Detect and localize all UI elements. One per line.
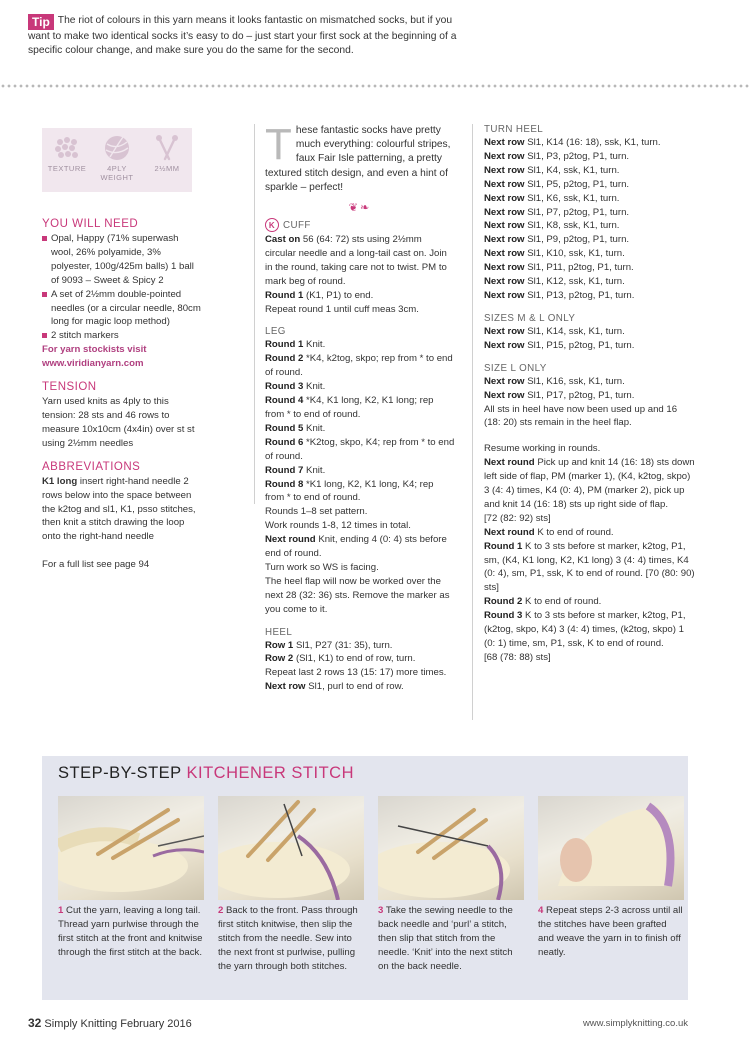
row-label: Round 7	[265, 464, 304, 476]
sizes-m-l-heading: SIZES M & L ONLY	[484, 312, 576, 324]
sizes-m-l-instructions	[484, 325, 696, 353]
pattern-column-3	[484, 124, 696, 665]
materials-item: 2 stitch markers	[42, 329, 202, 343]
row-text: Repeat round 1 until cuff meas 3cm.	[265, 303, 419, 315]
row-label: Next row	[484, 206, 525, 218]
step-photo	[378, 796, 524, 900]
row-text: (K1, P1) to end.	[306, 289, 374, 301]
instruction-row	[265, 478, 455, 506]
step-photo	[538, 796, 684, 900]
instruction-row	[265, 303, 455, 317]
instruction-row	[265, 338, 455, 352]
row-text: Sl1, P27 (31: 35), turn.	[295, 639, 393, 651]
knit-badge-icon: K	[265, 218, 279, 232]
row-text: Turn work so WS is facing.	[265, 561, 379, 573]
row-label: Round 1	[265, 289, 304, 301]
row-text: Sl1, K12, ssk, K1, turn.	[527, 276, 625, 288]
pattern-column-2	[265, 120, 455, 694]
texture-label: TEXTURE	[47, 164, 87, 173]
row-label: Next row	[484, 248, 525, 260]
stockists-link[interactable]: www.viridianyarn.com	[42, 358, 144, 370]
intro-paragraph	[265, 120, 455, 195]
row-text: Sl1, K4, ssk, K1, turn.	[527, 164, 620, 176]
instruction-row	[265, 422, 455, 436]
row-label: Next row	[484, 389, 525, 401]
step-text: Cut the yarn, leaving a long tail. Thread yarn purlwise through the first stitch at the front and knitwise through the first stitch at the back.	[58, 905, 203, 958]
instruction-row	[484, 595, 696, 609]
row-text: 56 (64: 72) sts using 2½mm circular needle and a long-tail cast on. Join in the round, taking care not to twist. PM to mark beg of round.	[265, 234, 447, 287]
row-text: Sl1, P9, p2tog, P1, turn.	[527, 234, 630, 246]
tip-badge: Tip	[28, 14, 54, 30]
row-text: Knit, ending 4 (0: 4) sts before end of round.	[265, 534, 447, 560]
row-label: Round 1	[484, 540, 523, 552]
instruction-row	[484, 403, 696, 431]
row-text: Sl1, purl to end of row.	[308, 681, 404, 693]
leg-instructions	[265, 338, 455, 616]
row-text: Knit.	[306, 381, 326, 393]
instruction-row	[484, 136, 696, 150]
instruction-row	[265, 289, 455, 303]
row-label: Round 2	[484, 596, 523, 608]
instruction-row	[265, 436, 455, 464]
row-label: Round 3	[265, 381, 304, 393]
instruction-row	[265, 352, 455, 380]
row-label: Round 2	[265, 353, 304, 365]
abbreviation-definition: insert right-hand needle 2 rows below into the space between the k2tog and sl1, K1, psso stitches, then knit a stitch drawing the loop onto the right-hand needle	[42, 475, 196, 543]
row-text: Sl1, P7, p2tog, P1, turn.	[527, 206, 630, 218]
texture-icon-cell	[43, 134, 91, 173]
step-caption	[538, 904, 684, 960]
step-number: 3	[378, 905, 384, 916]
row-text: *K4, k2tog, skpo; rep from * to end of round.	[265, 353, 453, 379]
step-card	[378, 796, 524, 974]
instruction-row	[265, 505, 455, 519]
abbreviation-term: K1 long	[42, 475, 78, 487]
step-by-step-panel	[42, 756, 688, 1000]
step-number: 4	[538, 905, 544, 916]
intro-text: hese fantastic socks have pretty much everything: colourful stripes, faux Fair Isle patterning, a pretty textured stitch design, and even a hint of sparkle – perfect!	[265, 125, 451, 193]
row-text: Sl1, P17, p2tog, P1, turn.	[527, 389, 635, 401]
row-label: Next row	[484, 178, 525, 190]
instruction-row	[484, 164, 696, 178]
instruction-row	[484, 512, 696, 526]
dotted-divider	[0, 84, 750, 88]
instruction-row	[484, 289, 696, 303]
size-l-instructions	[484, 375, 696, 431]
instruction-row	[484, 389, 696, 403]
heel-heading: HEEL	[265, 626, 293, 638]
page-number: 32	[28, 1016, 42, 1030]
tip-box	[28, 14, 468, 57]
row-text: The heel flap will now be worked over the next 28 (32: 36) sts. Remove the marker as you come to it.	[265, 575, 450, 615]
instruction-row	[265, 639, 455, 653]
weight-icon-cell	[93, 134, 141, 182]
instruction-row	[484, 219, 696, 233]
instruction-row	[484, 651, 696, 665]
step-text: Take the sewing needle to the back needle and ‘purl’ a stitch, then slip that stitch from the needle. ‘Knit’ into the next stitch on the back needle.	[378, 905, 513, 972]
row-text: Sl1, P13, p2tog, P1, turn.	[527, 289, 635, 301]
tension-heading: TENSION	[42, 381, 97, 394]
row-label: Next row	[484, 192, 525, 204]
row-label: Next row	[484, 375, 525, 387]
step-photo	[58, 796, 204, 900]
row-text: Knit.	[306, 422, 326, 434]
instruction-row	[265, 652, 455, 666]
row-text: Sl1, K6, ssk, K1, turn.	[527, 192, 620, 204]
footer-publication	[28, 1016, 192, 1030]
weight-label: 4PLY WEIGHT	[100, 164, 134, 182]
row-label: Round 1	[265, 339, 304, 351]
column-divider	[254, 124, 255, 504]
instruction-row	[265, 533, 455, 561]
step-number: 1	[58, 905, 64, 916]
row-text: Rounds 1–8 set pattern.	[265, 506, 368, 518]
step-photo	[218, 796, 364, 900]
row-text: K to 3 sts before st marker, k2tog, P1, sm, (K4, K1 long, K2, K1 long) 3 (4: 4) times, K4 (0: 4), sm, P1, ssk, K to end of round. [70 (80: 90) sts]	[484, 540, 695, 594]
row-label: Round 5	[265, 422, 304, 434]
instruction-row	[484, 261, 696, 275]
instruction-row	[265, 666, 455, 680]
step-card	[218, 796, 364, 974]
cuff-heading-label: CUFF	[283, 219, 311, 231]
yarn-ball-icon	[103, 134, 131, 162]
instruction-row	[265, 233, 455, 289]
row-text: Repeat last 2 rows 13 (15: 17) more times.	[265, 667, 447, 679]
ornament-icon: ❦❧	[348, 202, 372, 215]
leg-heading: LEG	[265, 326, 286, 338]
row-text: K to 3 sts before st marker, k2tog, P1, (k2tog, skpo, K4) 3 (4: 4) times, (k2tog, skpo) 1 (0: 1) time, sm, P1, ssk, K to end of round.	[484, 610, 686, 649]
row-text: (Sl1, K1) to end of row, turn.	[295, 653, 416, 665]
row-text: Sl1, K10, ssk, K1, turn.	[527, 248, 625, 260]
abbreviations-heading: ABBREVIATIONS	[42, 460, 141, 473]
heel-instructions	[265, 639, 455, 695]
step-card	[538, 796, 684, 960]
row-label: Next row	[484, 234, 525, 246]
row-text: Sl1, K8, ssk, K1, turn.	[527, 220, 620, 232]
step-caption	[378, 904, 524, 974]
row-label: Round 4	[265, 395, 304, 407]
needle-size-label: 2½MM	[154, 164, 180, 173]
you-will-need-heading: YOU WILL NEED	[42, 218, 139, 230]
instruction-row	[484, 540, 696, 596]
step-number: 2	[218, 905, 224, 916]
row-label: Next round	[265, 534, 316, 546]
publication-name: Simply Knitting February 2016	[44, 1018, 192, 1030]
abbreviation-entry	[42, 475, 202, 545]
row-text: All sts in heel have now been used up and 16 (18: 20) sts remain in the heel flap.	[484, 403, 678, 429]
icon-panel	[42, 128, 192, 192]
row-text: Sl1, P15, p2tog, P1, turn.	[527, 339, 635, 351]
title-highlight: KITCHENER STITCH	[186, 764, 354, 782]
step-text: Repeat steps 2-3 across until all the stitches have been grafted and weave the yarn in to finish off neatly.	[538, 905, 683, 958]
row-text: Sl1, K16, ssk, K1, turn.	[527, 375, 625, 387]
step-by-step-title	[58, 764, 354, 783]
instruction-row	[484, 247, 696, 261]
instruction-row	[265, 464, 455, 478]
row-label: Round 3	[484, 610, 523, 622]
row-text: Sl1, K14, ssk, K1, turn.	[527, 325, 625, 337]
title-prefix: STEP-BY-STEP	[58, 764, 182, 782]
texture-icon	[53, 134, 81, 162]
instruction-row	[265, 394, 455, 422]
instruction-row	[484, 339, 696, 353]
tip-text: The riot of colours in this yarn means it looks fantastic on mismatched socks, but if you want to make two identical socks it’s easy to do – just start your first sock at the beginning of a specific colour change, and make sure you do the same for the second.	[28, 15, 457, 56]
row-text: [72 (82: 92) sts]	[484, 512, 551, 524]
tension-text: Yarn used knits as 4ply to this tension: 28 sts and 46 rows to measure 10x10cm (4x4in) over st st using 2½mm needles	[42, 396, 195, 449]
instruction-row	[265, 680, 455, 694]
instruction-row	[265, 380, 455, 394]
row-text: Knit.	[306, 464, 326, 476]
instruction-row	[484, 233, 696, 247]
row-label: Round 6	[265, 436, 304, 448]
row-label: Next row	[484, 262, 525, 274]
row-text: Sl1, K14 (16: 18), ssk, K1, turn.	[527, 137, 661, 148]
instruction-row	[265, 575, 455, 617]
row-text: Sl1, P3, p2tog, P1, turn.	[527, 150, 630, 162]
needles-icon-cell	[143, 134, 191, 173]
instruction-row	[484, 325, 696, 339]
row-label: Next row	[484, 289, 525, 301]
row-text: Sl1, P5, p2tog, P1, turn.	[527, 178, 630, 190]
row-label: Next round	[484, 457, 535, 469]
row-label: Next row	[484, 339, 525, 351]
row-text: [68 (78: 88) sts]	[484, 651, 551, 663]
resume-intro: Resume working in rounds.	[484, 443, 601, 455]
instruction-row	[484, 275, 696, 289]
row-label: Next row	[484, 220, 525, 232]
materials-column	[42, 128, 202, 572]
row-label: Next row	[484, 164, 525, 176]
row-label: Next row	[484, 150, 525, 162]
instruction-row	[265, 561, 455, 575]
row-label: Cast on	[265, 234, 301, 246]
row-label: Row 1	[265, 639, 294, 651]
row-text: *K1 long, K2, K1 long, K4; rep from * to end of round.	[265, 478, 434, 504]
cuff-heading	[265, 218, 455, 232]
step-caption	[218, 904, 364, 974]
instruction-row	[484, 526, 696, 540]
row-label: Round 8	[265, 478, 304, 490]
size-l-heading: SIZE L ONLY	[484, 362, 547, 374]
turn-heel-instructions	[484, 136, 696, 303]
row-text: Sl1, P11, p2tog, P1, turn.	[527, 262, 634, 274]
row-text: Work rounds 1-8, 12 times in total.	[265, 520, 411, 532]
row-label: Next row	[484, 325, 525, 337]
instruction-row	[484, 456, 696, 512]
materials-item: A set of 2½mm double-pointed needles (or a circular needle, 80cm long for magic loop method)	[42, 288, 202, 330]
column-divider	[472, 124, 473, 720]
row-label: Next row	[484, 276, 525, 288]
instruction-row	[484, 178, 696, 192]
turn-heel-heading: TURN HEEL	[484, 124, 544, 135]
instruction-row	[484, 150, 696, 164]
instruction-row	[265, 519, 455, 533]
drop-cap: T	[265, 120, 292, 169]
row-label: Next round	[484, 526, 535, 538]
instruction-row	[484, 609, 696, 651]
step-text: Back to the front. Pass through first stitch knitwise, then slip the stitch from the needle. Sew into the next front st purlwise, pulling the yarn through both stitches.	[218, 905, 358, 972]
row-text: *K4, K1 long, K2, K1 long; rep from * to end of round.	[265, 395, 434, 420]
row-text: *K2tog, skpo, K4; rep from * to end of round.	[265, 436, 455, 462]
step-caption	[58, 904, 204, 960]
materials-item: Opal, Happy (71% superwash wool, 26% polyamide, 3% polyester, 100g/425m balls) 1 ball of 9093 – Sweet & Spicy 2	[42, 232, 202, 288]
row-text: K to end of round.	[537, 526, 614, 538]
row-text: Pick up and knit 14 (16: 18) sts down left side of flap, PM (marker 1), (K4, k2tog, skpo) 3 (4: 4) times, K4 (0: 4), PM (marker 2), pick up and knit 14 (16: 18) sts up right side of flap.	[484, 457, 695, 510]
instruction-row	[484, 192, 696, 206]
instruction-row	[484, 206, 696, 220]
cuff-instructions	[265, 233, 455, 316]
row-label: Next row	[265, 681, 306, 693]
instruction-row	[484, 375, 696, 389]
footer-url[interactable]: www.simplyknitting.co.uk	[582, 1018, 688, 1029]
step-card	[58, 796, 204, 960]
full-list-note: For a full list see page 94	[42, 559, 150, 571]
row-text: Knit.	[306, 339, 326, 351]
row-label: Row 2	[265, 653, 294, 665]
row-label: Next row	[484, 137, 525, 148]
needles-icon	[153, 134, 181, 162]
stockists-note: For yarn stockists visit	[42, 344, 147, 356]
row-text: K to end of round.	[525, 596, 602, 608]
resume-instructions	[484, 456, 696, 665]
